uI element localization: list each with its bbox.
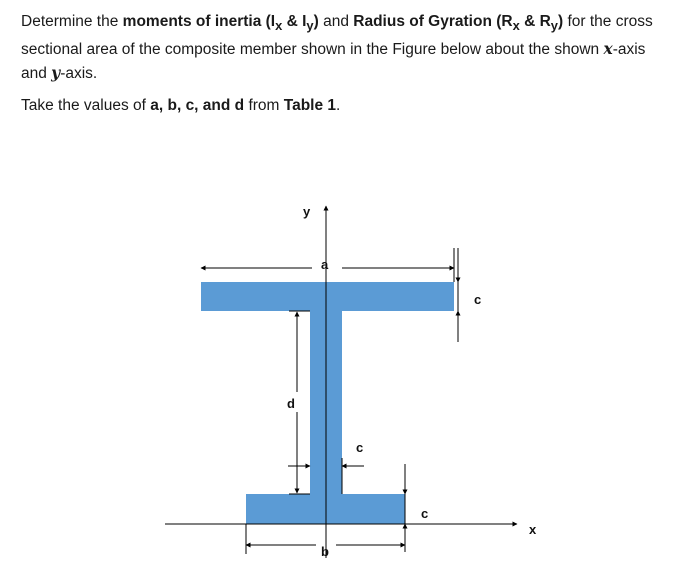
problem-paragraph: Determine the moments of inertia ($I_x$ & $I_y$) and Radius of Gyration ($R_x$ & $R_y$) for the cross sectional area of the composite member shown in the Figure below about the shown x-axis and y-axis. xyxy=(21,13,653,83)
problem-intro: Determine the xyxy=(21,13,123,30)
top-flange xyxy=(201,282,454,311)
dim-c-bottom-label: c xyxy=(421,506,429,521)
table-ref: Table 1 xyxy=(283,97,337,115)
x-axis-label: x xyxy=(529,522,537,537)
y-variable: y xyxy=(51,63,61,83)
dim-c-web-label: c xyxy=(356,440,364,455)
moments-of-inertia-text: moments of inertia ($I_x$ & $I_y$) xyxy=(122,13,319,34)
dim-d-label: d xyxy=(287,396,295,411)
dim-a-label: a xyxy=(321,257,329,272)
dim-b-label: b xyxy=(321,544,329,559)
dim-c-top-label: c xyxy=(474,292,482,307)
y-axis-label: y xyxy=(303,204,311,219)
instruction-paragraph: Take the values of a, b, c, and d from Table 1. xyxy=(21,97,341,115)
values-text: a, b, c, and d xyxy=(150,97,245,115)
x-variable: x xyxy=(603,39,613,59)
radius-of-gyration-text: Radius of Gyration ($R_x$ & $R_y$) xyxy=(353,13,564,34)
